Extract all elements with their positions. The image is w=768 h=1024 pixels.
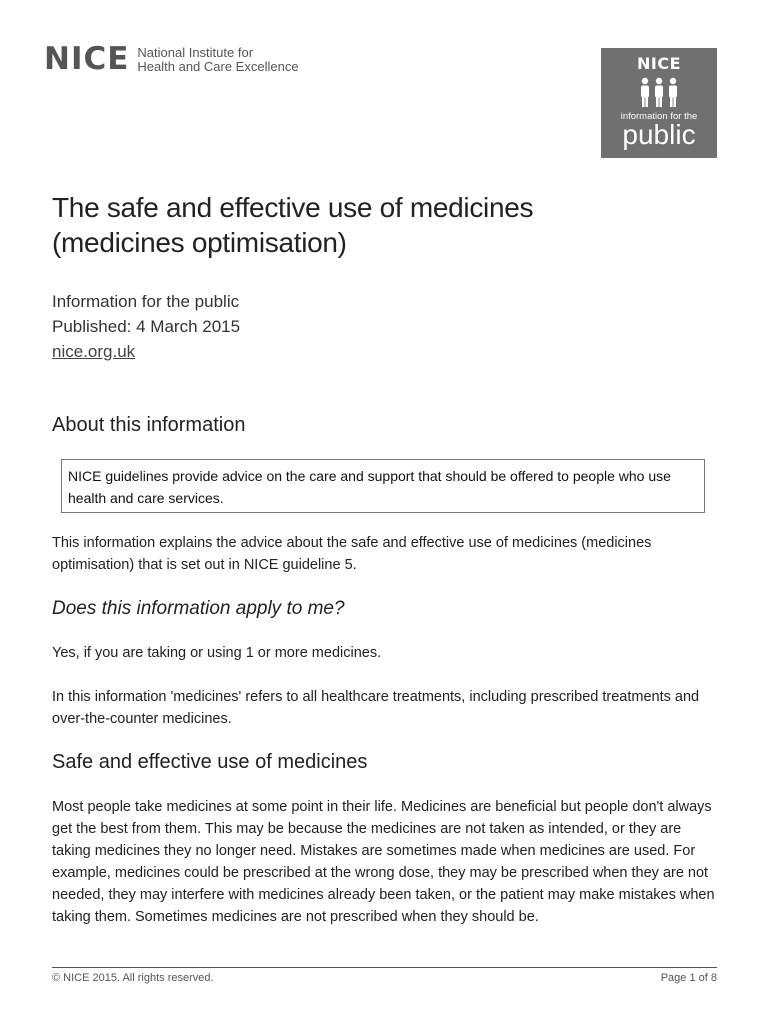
nice-logo bbox=[44, 41, 299, 77]
logo-fullname bbox=[137, 46, 298, 74]
guidelines-callout: NICE guidelines provide advice on the care and support that should be offered to people who use health and care services. bbox=[61, 459, 705, 513]
badge-title: NICE bbox=[636, 54, 681, 73]
badge-subtitle: information for the bbox=[620, 111, 698, 122]
footer-copyright: © NICE 2015. All rights reserved. bbox=[52, 972, 214, 984]
meta-published: Published: 4 March 2015 bbox=[52, 317, 241, 336]
page-title bbox=[52, 190, 692, 260]
logo-wordmark: NICE bbox=[44, 41, 130, 77]
safe-use-heading: Safe and effective use of medicines bbox=[52, 751, 368, 773]
document-meta bbox=[52, 289, 240, 364]
page-title-line2: (medicines optimisation) bbox=[52, 227, 347, 258]
about-paragraph: This information explains the advice about the safe and effective use of medicines (medicines optimisation) that is set out in NICE guideline 5. bbox=[52, 535, 652, 573]
meta-type: Information for the public bbox=[52, 292, 240, 311]
about-heading: About this information bbox=[52, 414, 246, 436]
public-info-badge bbox=[601, 48, 717, 158]
nice-website-link[interactable]: nice.org.uk bbox=[52, 342, 136, 361]
logo-fullname-line1: National Institute for bbox=[137, 44, 254, 60]
people-icon bbox=[637, 77, 681, 109]
apply-heading: Does this information apply to me? bbox=[52, 598, 345, 619]
apply-paragraph-2: In this information 'medicines' refers to all healthcare treatments, including prescribed treatments and over-the-counter medicines. bbox=[52, 689, 700, 727]
badge-public: public bbox=[622, 119, 696, 150]
logo-fullname-line2: Health and Care Excellence bbox=[137, 58, 299, 74]
footer-divider bbox=[52, 967, 717, 968]
footer-page-number: Page 1 of 8 bbox=[660, 972, 717, 984]
page-title-line1: The safe and effective use of medicines bbox=[52, 192, 534, 223]
safe-use-paragraph: Most people take medicines at some point in their life. Medicines are beneficial but people don't always get the best from them. This may be because the medicines are not taken as intended, or they are taking medicines they no longer need. Mistakes are sometimes made when medicines are used. For example, medicines could be prescribed at the wrong dose, they may be prescribed when they are not needed, they may interfere with medicines already been taken, or the patient may make mistakes when taking them. Sometimes medicines are not prescribed when they should be. bbox=[52, 799, 715, 925]
apply-paragraph-1: Yes, if you are taking or using 1 or more medicines. bbox=[52, 645, 382, 661]
